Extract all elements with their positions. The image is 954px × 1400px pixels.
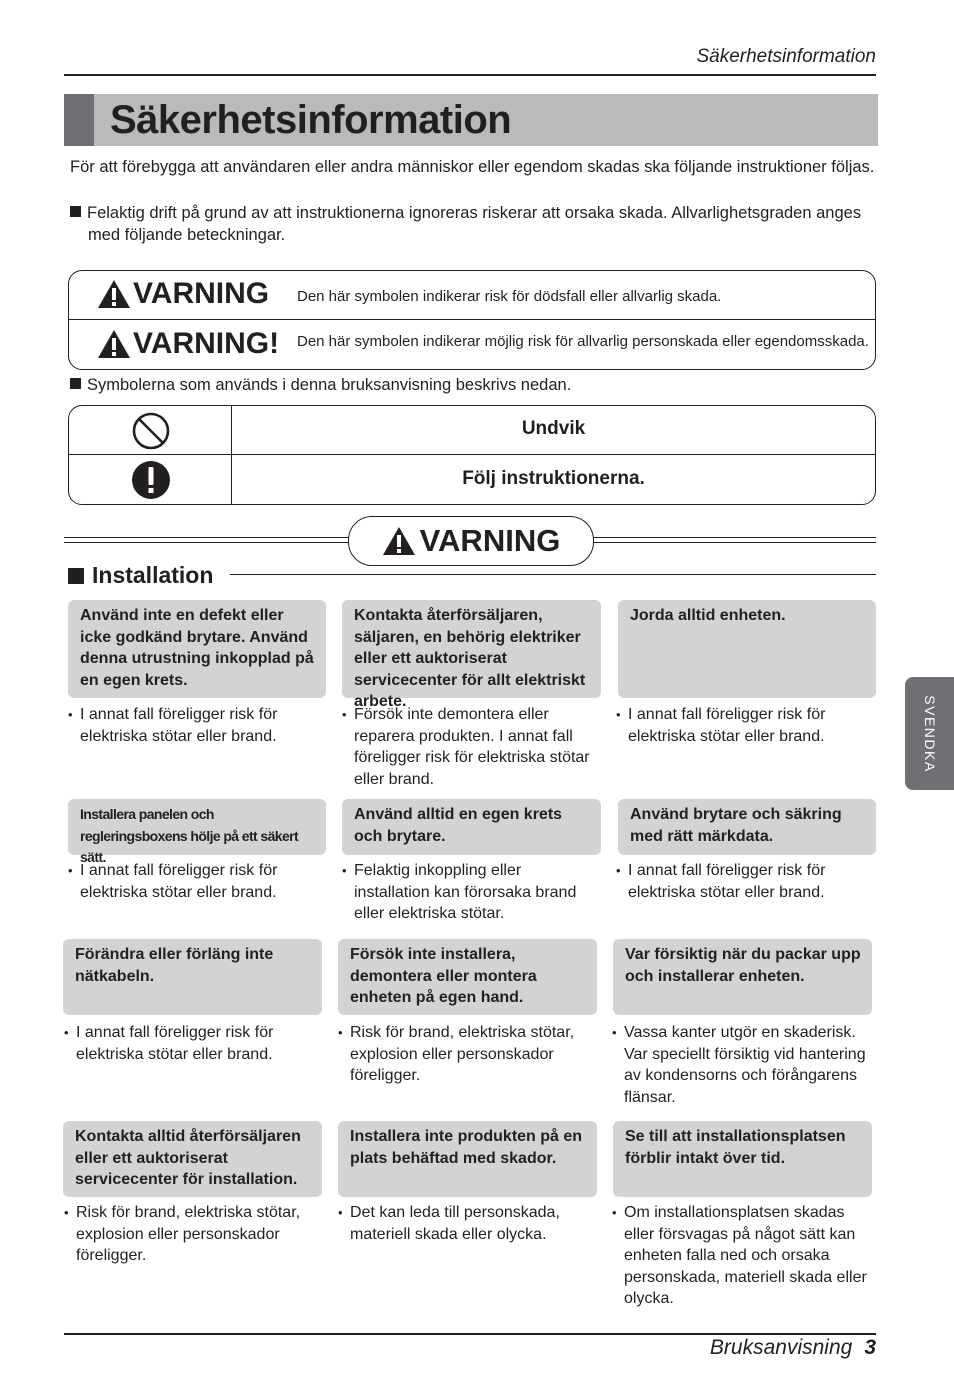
caution-card: Använd alltid en egen krets och brytare.	[342, 799, 601, 855]
symbols-divider	[69, 454, 875, 455]
square-bullet-icon	[68, 568, 84, 584]
severity-label	[97, 327, 279, 361]
page-title: Säkerhetsinformation	[110, 98, 512, 142]
symbol-label-follow: Följ instruktionerna.	[462, 468, 645, 489]
footer-rule	[64, 1333, 876, 1335]
caution-note: • Försök inte demontera eller reparera produkten. I annat fall föreligger risk för elektriska stötar eller brand.	[342, 704, 601, 790]
caution-note: • I annat fall föreligger risk för elektriska stötar eller brand.	[68, 860, 326, 903]
square-bullet-icon	[70, 378, 81, 389]
caution-note: • Det kan leda till personskada, materiell skada eller olycka.	[338, 1202, 596, 1245]
exclamation-icon	[131, 460, 171, 500]
banner-line	[592, 537, 876, 538]
symbols-note-text: Symbolerna som används i denna bruksanvisning beskrivs nedan.	[87, 376, 572, 394]
severity-label-text: VARNING!	[133, 327, 280, 360]
warning-banner	[348, 516, 594, 566]
caution-note: • I annat fall föreligger risk för elektriska stötar eller brand.	[64, 1022, 322, 1065]
intro-text: För att förebygga att användaren eller andra människor eller egendom skadas ska följande instruktioner följas.	[70, 158, 875, 176]
warning-triangle-icon	[97, 329, 131, 359]
caution-card: Kontakta alltid återförsäljaren eller ett auktoriserat servicecenter för installation.	[63, 1121, 322, 1197]
caution-note: • I annat fall föreligger risk för elektriska stötar eller brand.	[68, 704, 326, 747]
section-heading-text: Installation	[92, 562, 214, 588]
warning-banner-text: VARNING	[419, 523, 561, 558]
section-heading	[68, 562, 219, 589]
title-marker	[64, 94, 94, 146]
caution-card: Försök inte installera, demontera eller montera enheten på egen hand.	[338, 939, 597, 1015]
language-tab	[905, 677, 954, 790]
caution-note: • Om installationsplatsen skadas eller försvagas på något sätt kan enheten falla ned och orsaka personskada, materiell skada eller olycka.	[612, 1202, 874, 1310]
caution-card: Använd inte en defekt eller icke godkänd brytare. Använd denna utrustning inkopplad på en egen krets.	[68, 600, 326, 698]
intro-bullet-text: Felaktig drift på grund av att instruktionerna ignoreras riskerar att orsaka skada. Allvarlighetsgraden anges med följande beteckningar.	[87, 204, 862, 244]
footer	[64, 1336, 876, 1360]
section-rule	[230, 574, 876, 575]
symbols-table	[68, 405, 876, 505]
warning-triangle-icon	[382, 526, 416, 556]
symbol-label-avoid: Undvik	[521, 418, 586, 439]
banner-line	[592, 542, 876, 543]
caution-note: • I annat fall föreligger risk för elektriska stötar eller brand.	[616, 860, 874, 903]
running-header: Säkerhetsinformation	[696, 46, 876, 67]
caution-card: Installera panelen och regleringsboxens hölje på ett säkert sätt.	[68, 799, 326, 855]
page-number: 3	[864, 1336, 876, 1359]
caution-card: Förändra eller förläng inte nätkabeln.	[63, 939, 322, 1015]
caution-note: • Felaktig inkoppling eller installation kan förorsaka brand eller elektriska stötar.	[342, 860, 601, 925]
banner-line	[64, 537, 350, 538]
caution-note: • Risk för brand, elektriska stötar, explosion eller personskador föreligger.	[64, 1202, 322, 1267]
title-bar	[64, 94, 878, 146]
caution-card: Kontakta återförsäljaren, säljaren, en behörig elektriker eller ett auktoriserat servicecenter för allt elektriskt arbete.	[342, 600, 601, 698]
caution-card: Använd brytare och säkring med rätt märkdata.	[618, 799, 876, 855]
caution-note: • Risk för brand, elektriska stötar, explosion eller personskador föreligger.	[338, 1022, 596, 1087]
caution-card: Var försiktig när du packar upp och installerar enheten.	[613, 939, 872, 1015]
intro-bullet	[70, 202, 878, 246]
footer-label: Bruksanvisning	[709, 1336, 853, 1359]
caution-card: Installera inte produkten på en plats behäftad med skador.	[338, 1121, 597, 1197]
symbols-note	[70, 374, 876, 396]
warning-triangle-icon	[97, 279, 131, 309]
caution-card: Jorda alltid enheten.	[618, 600, 876, 698]
severity-row-warning	[69, 271, 875, 319]
caution-note: • I annat fall föreligger risk för elektriska stötar eller brand.	[616, 704, 874, 747]
severity-row-caution	[69, 320, 875, 368]
severity-desc: Den här symbolen indikerar möjlig risk för allvarlig personskada eller egendomsskada.	[297, 333, 869, 350]
severity-label-text: VARNING	[133, 277, 270, 310]
prohibited-icon	[131, 411, 171, 451]
severity-label	[97, 277, 269, 311]
language-tab-text: SVENDKA	[921, 694, 938, 773]
symbols-column-line	[231, 406, 232, 504]
caution-card: Se till att installationsplatsen förblir intakt över tid.	[613, 1121, 872, 1197]
square-bullet-icon	[70, 206, 81, 217]
caution-note: • Vassa kanter utgör en skaderisk. Var speciellt försiktig vid hantering av kondensorns och förångarens flänsar.	[612, 1022, 874, 1108]
severity-desc: Den här symbolen indikerar risk för dödsfall eller allvarlig skada.	[297, 288, 722, 305]
banner-line	[64, 542, 350, 543]
header-rule	[64, 74, 876, 76]
severity-box	[68, 270, 876, 370]
